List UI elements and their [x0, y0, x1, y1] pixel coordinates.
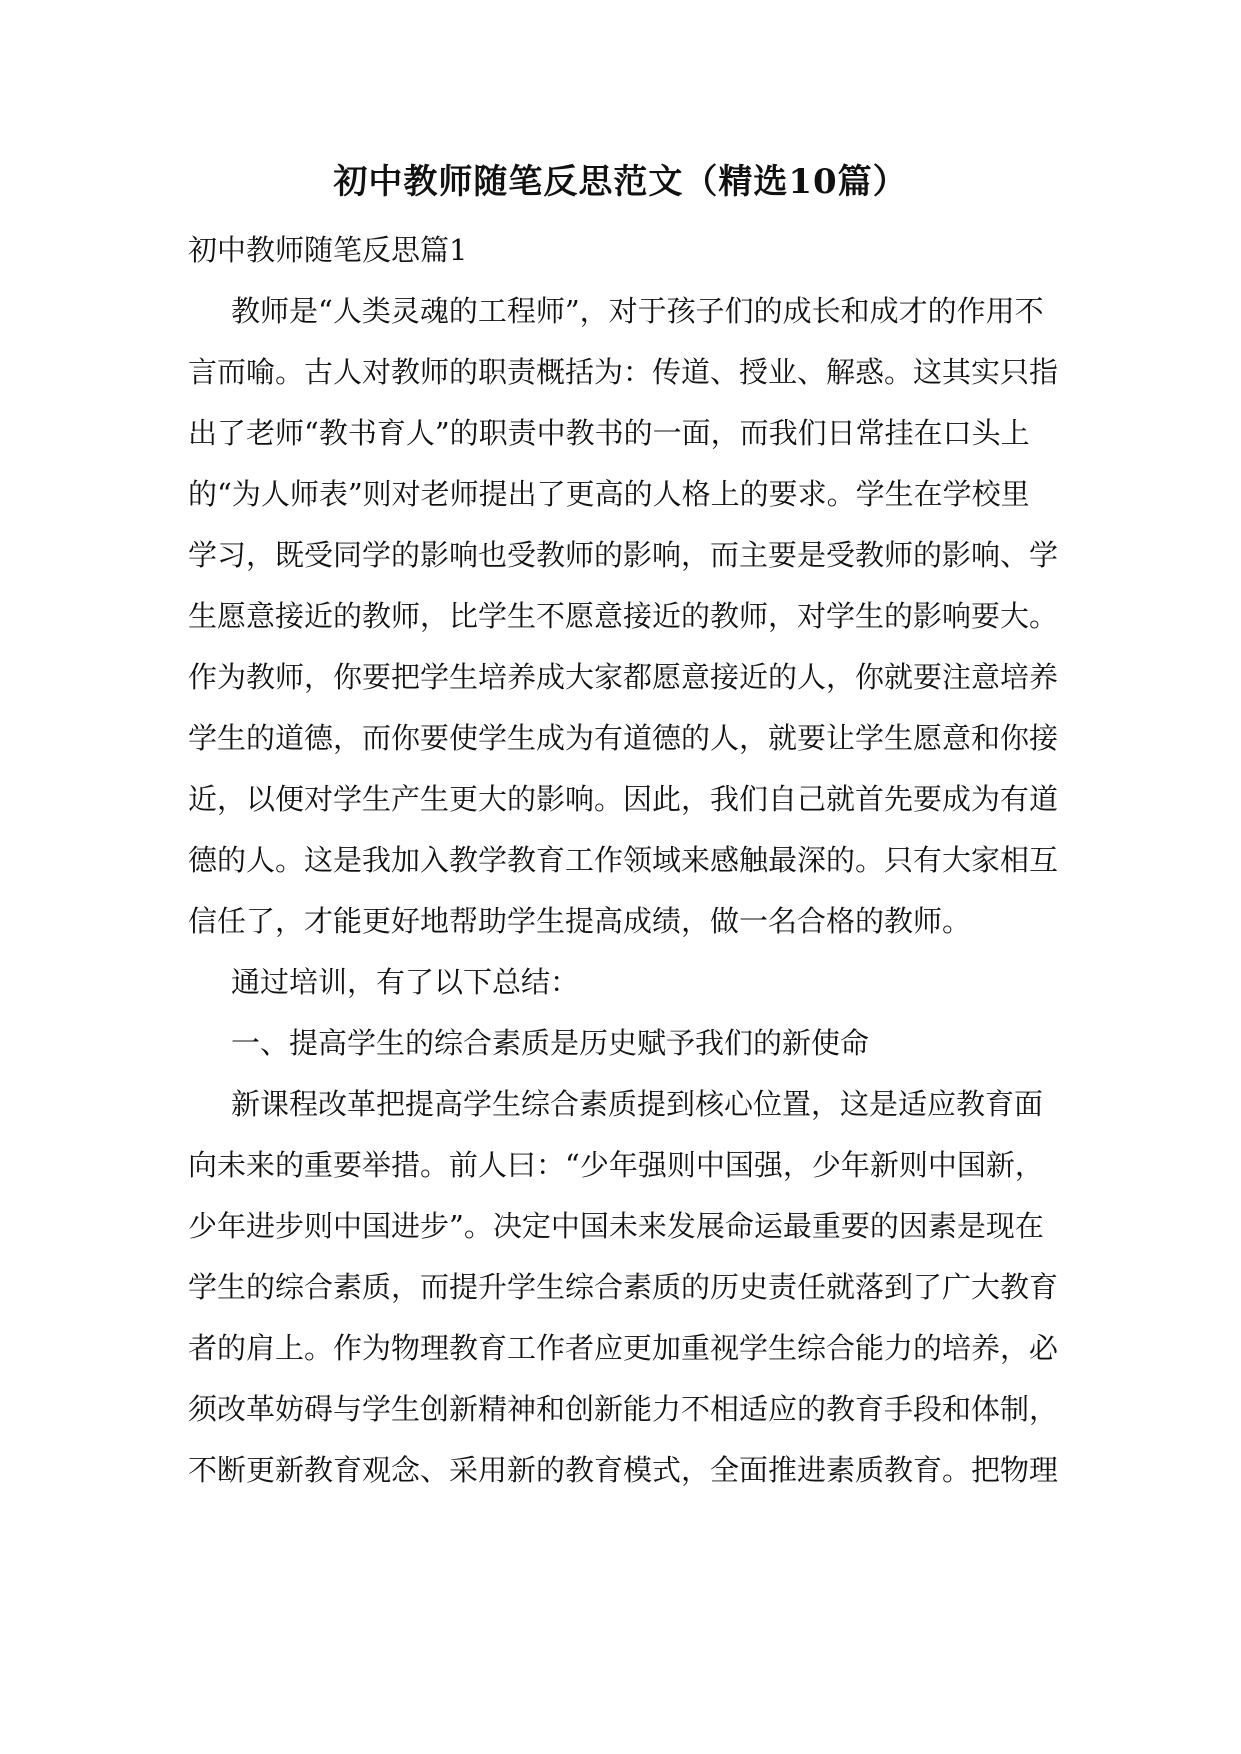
- paragraph-line: 须改革妨碍与学生创新精神和创新能力不相适应的教育手段和体制，: [188, 1392, 1059, 1426]
- section-heading: 初中教师随笔反思篇1: [188, 233, 468, 267]
- paragraph-line: 出了老师“教书育人”的职责中教书的一面，而我们日常挂在口头上: [188, 416, 1030, 450]
- numbered-heading: 一、提高学生的综合素质是历史赋予我们的新使命: [231, 1026, 870, 1060]
- paragraph-line: 言而喻。古人对教师的职责概括为：传道、授业、解惑。这其实只指: [188, 355, 1059, 389]
- paragraph-line: 信任了，才能更好地帮助学生提高成绩，做一名合格的教师。: [188, 904, 972, 938]
- paragraph-line: 作为教师，你要把学生培养成大家都愿意接近的人，你就要注意培养: [188, 660, 1059, 694]
- paragraph-line: 学习，既受同学的影响也受教师的影响，而主要是受教师的影响、学: [188, 538, 1059, 572]
- paragraph-line: 的“为人师表”则对老师提出了更高的人格上的要求。学生在学校里: [188, 477, 1030, 511]
- paragraph-line: 通过培训，有了以下总结：: [231, 965, 580, 999]
- paragraph-line: 生愿意接近的教师，比学生不愿意接近的教师，对学生的影响要大。: [188, 599, 1059, 633]
- paragraph-line: 少年进步则中国进步”。决定中国未来发展命运最重要的因素是现在: [188, 1209, 1044, 1243]
- page-title: 初中教师随笔反思范文（精选10篇）: [333, 162, 908, 202]
- paragraph-line: 学生的综合素质，而提升学生综合素质的历史责任就落到了广大教育: [188, 1270, 1059, 1304]
- paragraph-line: 近，以便对学生产生更大的影响。因此，我们自己就首先要成为有道: [188, 782, 1059, 816]
- paragraph-line: 者的肩上。作为物理教育工作者应更加重视学生综合能力的培养，必: [188, 1331, 1059, 1365]
- paragraph-line: 学生的道德，而你要使学生成为有道德的人，就要让学生愿意和你接: [188, 721, 1059, 755]
- paragraph-line: 教师是“人类灵魂的工程师”，对于孩子们的成长和成才的作用不: [231, 294, 1044, 328]
- paragraph-line: 向未来的重要举措。前人曰：“少年强则中国强，少年新则中国新，: [188, 1148, 1044, 1182]
- paragraph-line: 新课程改革把提高学生综合素质提到核心位置，这是适应教育面: [231, 1087, 1044, 1121]
- paragraph-line: 不断更新教育观念、采用新的教育模式，全面推进素质教育。把物理: [188, 1453, 1059, 1487]
- paragraph-line: 德的人。这是我加入教学教育工作领域来感触最深的。只有大家相互: [188, 843, 1059, 877]
